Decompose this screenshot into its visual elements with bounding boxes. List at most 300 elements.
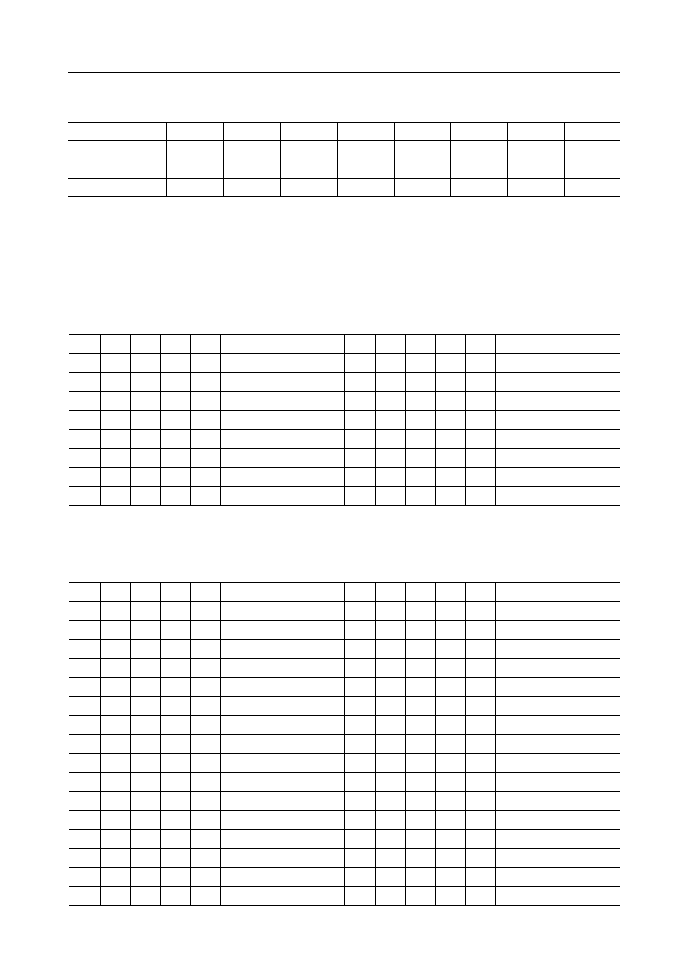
table-row <box>69 792 620 811</box>
table-cell <box>405 697 435 716</box>
table-cell <box>100 773 130 792</box>
table-cell <box>405 487 435 506</box>
table-cell <box>160 354 190 373</box>
table-cell <box>130 602 160 621</box>
table-cell <box>69 373 100 392</box>
table-cell <box>344 468 375 487</box>
table-cell <box>100 716 130 735</box>
table-cell <box>130 697 160 716</box>
table-cell <box>465 678 495 697</box>
table-cell <box>495 887 620 906</box>
table-cell <box>160 640 190 659</box>
table-cell <box>375 602 405 621</box>
table-cell <box>405 887 435 906</box>
table-cell <box>69 887 100 906</box>
table-cell <box>375 754 405 773</box>
table-cell <box>220 868 344 887</box>
table-cell <box>160 773 190 792</box>
table-cell <box>375 392 405 411</box>
table-cell <box>435 487 465 506</box>
table-cell <box>465 449 495 468</box>
table-cell <box>190 849 220 868</box>
table-cell <box>190 868 220 887</box>
table-cell <box>160 392 190 411</box>
table-row <box>69 697 620 716</box>
table-cell <box>405 754 435 773</box>
table-cell <box>69 792 100 811</box>
table-cell <box>130 640 160 659</box>
table-cell <box>465 773 495 792</box>
table-cell <box>465 868 495 887</box>
table-cell <box>190 830 220 849</box>
table-cell <box>435 411 465 430</box>
table-cell <box>100 602 130 621</box>
table-cell <box>280 141 337 179</box>
grid-table-2 <box>69 582 620 906</box>
table-row <box>69 430 620 449</box>
table-cell <box>100 792 130 811</box>
table-cell <box>160 583 190 602</box>
table-cell <box>375 411 405 430</box>
table-cell <box>220 792 344 811</box>
table-cell <box>375 678 405 697</box>
table-cell <box>130 849 160 868</box>
table-cell <box>100 468 130 487</box>
table-cell <box>344 487 375 506</box>
table-cell <box>435 373 465 392</box>
table-cell <box>69 678 100 697</box>
table-cell <box>450 179 507 197</box>
table-cell <box>564 123 620 141</box>
table-cell <box>495 773 620 792</box>
table-cell <box>344 811 375 830</box>
table-cell <box>100 583 130 602</box>
table-cell <box>344 678 375 697</box>
table-cell <box>405 716 435 735</box>
table-cell <box>160 868 190 887</box>
table-cell <box>344 659 375 678</box>
table-cell <box>220 659 344 678</box>
table-cell <box>190 640 220 659</box>
table-cell <box>190 621 220 640</box>
table-cell <box>344 411 375 430</box>
table-cell <box>69 449 100 468</box>
table-cell <box>344 583 375 602</box>
table-cell <box>435 621 465 640</box>
table-row <box>69 354 620 373</box>
table-cell <box>69 335 100 354</box>
table-row <box>69 602 620 621</box>
table-cell <box>435 773 465 792</box>
table-cell <box>69 602 100 621</box>
table-cell <box>405 335 435 354</box>
table-cell <box>465 640 495 659</box>
table-cell <box>220 678 344 697</box>
table-cell <box>337 141 394 179</box>
table-cell <box>344 430 375 449</box>
table-cell <box>190 354 220 373</box>
table-cell <box>100 659 130 678</box>
table-cell <box>100 392 130 411</box>
table-cell <box>130 773 160 792</box>
table-cell <box>190 602 220 621</box>
table-cell <box>507 179 564 197</box>
table-cell <box>495 811 620 830</box>
table-cell <box>190 887 220 906</box>
table-cell <box>495 849 620 868</box>
table-cell <box>68 123 166 141</box>
table-cell <box>190 392 220 411</box>
table-cell <box>69 697 100 716</box>
table-cell <box>100 754 130 773</box>
table-cell <box>166 179 223 197</box>
table-cell <box>100 411 130 430</box>
table-cell <box>405 811 435 830</box>
table-cell <box>435 849 465 868</box>
table-cell <box>344 716 375 735</box>
table-cell <box>405 830 435 849</box>
table-row <box>69 449 620 468</box>
table-cell <box>405 621 435 640</box>
table-cell <box>160 659 190 678</box>
table-cell <box>220 487 344 506</box>
table-cell <box>495 468 620 487</box>
table-cell <box>69 849 100 868</box>
table-cell <box>394 123 450 141</box>
table-row <box>69 849 620 868</box>
table-row <box>69 392 620 411</box>
table-cell <box>375 811 405 830</box>
table-cell <box>465 487 495 506</box>
table-cell <box>495 602 620 621</box>
table-cell <box>160 716 190 735</box>
table-cell <box>495 735 620 754</box>
table-cell <box>130 449 160 468</box>
table-cell <box>190 449 220 468</box>
table-cell <box>465 754 495 773</box>
table-cell <box>435 640 465 659</box>
table-cell <box>375 792 405 811</box>
table-cell <box>130 583 160 602</box>
table-cell <box>190 773 220 792</box>
table-cell <box>190 430 220 449</box>
table-cell <box>344 754 375 773</box>
table-cell <box>130 792 160 811</box>
table-cell <box>344 887 375 906</box>
table-cell <box>280 179 337 197</box>
table-cell <box>220 430 344 449</box>
table-cell <box>405 468 435 487</box>
table-cell <box>69 430 100 449</box>
table-cell <box>435 868 465 887</box>
table-cell <box>220 773 344 792</box>
table-cell <box>160 830 190 849</box>
table-cell <box>69 411 100 430</box>
table-cell <box>190 659 220 678</box>
table-cell <box>435 830 465 849</box>
table-cell <box>160 468 190 487</box>
table-cell <box>435 659 465 678</box>
table-cell <box>375 830 405 849</box>
table-cell <box>375 716 405 735</box>
table-cell <box>465 887 495 906</box>
table-cell <box>130 754 160 773</box>
table-cell <box>220 392 344 411</box>
table-cell <box>435 887 465 906</box>
table-cell <box>344 868 375 887</box>
table-cell <box>220 716 344 735</box>
table-cell <box>375 659 405 678</box>
table-cell <box>69 659 100 678</box>
table-cell <box>130 716 160 735</box>
table-cell <box>405 640 435 659</box>
table-cell <box>495 640 620 659</box>
table-cell <box>130 468 160 487</box>
table-cell <box>100 697 130 716</box>
table-cell <box>465 849 495 868</box>
table-cell <box>220 621 344 640</box>
table-cell <box>405 449 435 468</box>
table-cell <box>223 141 280 179</box>
table-cell <box>130 392 160 411</box>
table-row <box>69 716 620 735</box>
table-cell <box>344 773 375 792</box>
table-row <box>69 678 620 697</box>
table-cell <box>405 583 435 602</box>
table-cell <box>344 849 375 868</box>
table-cell <box>495 411 620 430</box>
table-cell <box>69 468 100 487</box>
table-cell <box>220 602 344 621</box>
table-cell <box>465 792 495 811</box>
table-cell <box>223 179 280 197</box>
table-cell <box>465 392 495 411</box>
table-cell <box>220 640 344 659</box>
table-cell <box>220 373 344 392</box>
table-cell <box>220 449 344 468</box>
table-cell <box>160 449 190 468</box>
table-cell <box>69 583 100 602</box>
table-cell <box>100 811 130 830</box>
table-cell <box>100 354 130 373</box>
table-cell <box>220 830 344 849</box>
table-cell <box>160 849 190 868</box>
table-cell <box>160 697 190 716</box>
table-cell <box>435 754 465 773</box>
table-row <box>69 659 620 678</box>
table-cell <box>220 335 344 354</box>
table-cell <box>130 354 160 373</box>
table-cell <box>69 811 100 830</box>
table-cell <box>166 141 223 179</box>
table-cell <box>495 430 620 449</box>
table-cell <box>495 716 620 735</box>
table-cell <box>394 179 450 197</box>
table-cell <box>405 868 435 887</box>
table-row <box>69 621 620 640</box>
table-cell <box>220 754 344 773</box>
table-cell <box>130 659 160 678</box>
table-cell <box>375 735 405 754</box>
table-cell <box>435 430 465 449</box>
table-cell <box>495 354 620 373</box>
table-cell <box>465 602 495 621</box>
table-row <box>68 179 620 197</box>
table-row <box>68 141 620 179</box>
table-cell <box>344 830 375 849</box>
table-cell <box>190 335 220 354</box>
table-cell <box>68 141 166 179</box>
table-row <box>69 468 620 487</box>
table-cell <box>130 621 160 640</box>
table-cell <box>220 735 344 754</box>
table-cell <box>190 792 220 811</box>
table-cell <box>130 430 160 449</box>
table-cell <box>100 430 130 449</box>
table-cell <box>68 179 166 197</box>
table-cell <box>375 487 405 506</box>
table-cell <box>507 123 564 141</box>
table-cell <box>465 811 495 830</box>
table-cell <box>166 123 223 141</box>
table-cell <box>344 621 375 640</box>
table-cell <box>435 811 465 830</box>
table-cell <box>465 583 495 602</box>
table-cell <box>160 678 190 697</box>
table-cell <box>375 449 405 468</box>
table-cell <box>69 621 100 640</box>
table-cell <box>375 849 405 868</box>
table-cell <box>220 887 344 906</box>
table-row <box>69 735 620 754</box>
table-cell <box>405 392 435 411</box>
table-cell <box>160 811 190 830</box>
table-cell <box>190 487 220 506</box>
table-cell <box>465 468 495 487</box>
table-cell <box>344 602 375 621</box>
table-row <box>69 830 620 849</box>
table-cell <box>190 735 220 754</box>
table-cell <box>220 811 344 830</box>
table-cell <box>564 179 620 197</box>
table-cell <box>344 354 375 373</box>
table-cell <box>130 335 160 354</box>
table-cell <box>465 659 495 678</box>
table-cell <box>223 123 280 141</box>
table-cell <box>69 487 100 506</box>
table-cell <box>465 830 495 849</box>
table-cell <box>435 468 465 487</box>
table-cell <box>375 430 405 449</box>
table-cell <box>220 583 344 602</box>
table-cell <box>375 697 405 716</box>
table-cell <box>160 887 190 906</box>
table-cell <box>435 678 465 697</box>
table-row <box>69 773 620 792</box>
table-cell <box>160 335 190 354</box>
table-cell <box>69 754 100 773</box>
table-cell <box>130 487 160 506</box>
table-cell <box>220 697 344 716</box>
table-cell <box>130 868 160 887</box>
table-cell <box>564 141 620 179</box>
table-cell <box>405 659 435 678</box>
table-cell <box>495 754 620 773</box>
table-cell <box>507 141 564 179</box>
table-cell <box>465 697 495 716</box>
table-cell <box>495 583 620 602</box>
table-cell <box>344 449 375 468</box>
table-cell <box>375 468 405 487</box>
table-cell <box>130 811 160 830</box>
table-cell <box>160 754 190 773</box>
table-cell <box>100 487 130 506</box>
table-row <box>69 640 620 659</box>
table-cell <box>375 640 405 659</box>
table-cell <box>160 792 190 811</box>
table-cell <box>435 583 465 602</box>
table-cell <box>220 849 344 868</box>
table-row <box>69 411 620 430</box>
table-cell <box>435 354 465 373</box>
table-cell <box>190 468 220 487</box>
table-cell <box>100 849 130 868</box>
table-cell <box>100 449 130 468</box>
table-cell <box>100 678 130 697</box>
table-cell <box>375 868 405 887</box>
table-cell <box>337 179 394 197</box>
table-cell <box>160 411 190 430</box>
table-cell <box>375 621 405 640</box>
table-cell <box>69 716 100 735</box>
table-cell <box>375 354 405 373</box>
table-cell <box>465 430 495 449</box>
table-cell <box>405 411 435 430</box>
table-cell <box>160 735 190 754</box>
table-cell <box>344 735 375 754</box>
table-cell <box>375 373 405 392</box>
table-cell <box>337 123 394 141</box>
table-cell <box>375 583 405 602</box>
table-cell <box>465 373 495 392</box>
table-cell <box>405 735 435 754</box>
table-cell <box>100 373 130 392</box>
table-cell <box>69 735 100 754</box>
table-cell <box>495 392 620 411</box>
table-cell <box>344 697 375 716</box>
table-cell <box>344 373 375 392</box>
table-row <box>69 583 620 602</box>
table-cell <box>435 716 465 735</box>
table-cell <box>465 735 495 754</box>
table-row <box>69 335 620 354</box>
table-cell <box>100 830 130 849</box>
table-cell <box>405 430 435 449</box>
table-cell <box>130 887 160 906</box>
table-cell <box>69 830 100 849</box>
table-cell <box>160 621 190 640</box>
table-cell <box>435 602 465 621</box>
table-cell <box>100 335 130 354</box>
table-cell <box>495 659 620 678</box>
table-cell <box>190 754 220 773</box>
table-cell <box>344 640 375 659</box>
table-cell <box>69 868 100 887</box>
table-cell <box>130 411 160 430</box>
table-cell <box>220 411 344 430</box>
table-cell <box>405 792 435 811</box>
table-cell <box>495 449 620 468</box>
